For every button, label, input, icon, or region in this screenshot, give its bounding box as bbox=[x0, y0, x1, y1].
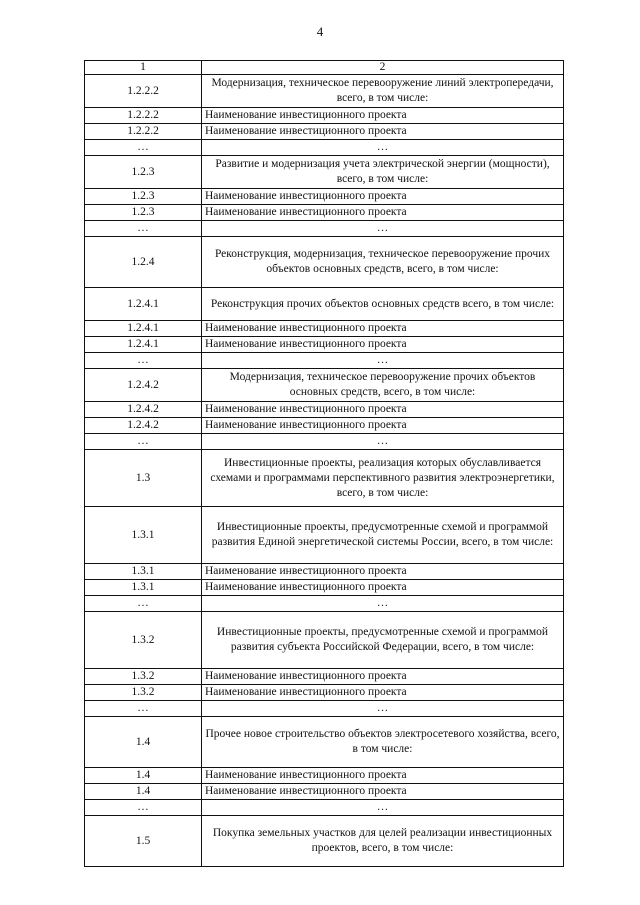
row-ellipsis: … bbox=[202, 221, 564, 237]
row-code: 1.2.2.2 bbox=[85, 75, 202, 108]
page-number: 4 bbox=[316, 24, 324, 39]
table-row bbox=[85, 189, 564, 205]
project-name: Наименование инвестиционного проекта bbox=[202, 669, 564, 685]
row-code: 1.4 bbox=[85, 768, 202, 784]
table-row bbox=[85, 701, 564, 717]
project-name: Наименование инвестиционного проекта bbox=[202, 402, 564, 418]
table-row bbox=[85, 564, 564, 580]
column-header-2: 2 bbox=[202, 61, 564, 75]
table-row bbox=[85, 321, 564, 337]
row-code: … bbox=[85, 701, 202, 717]
table-row bbox=[85, 369, 564, 402]
table-row bbox=[85, 108, 564, 124]
project-name: Наименование инвестиционного проекта bbox=[202, 124, 564, 140]
row-code: 1.3.2 bbox=[85, 669, 202, 685]
row-code: 1.2.4.1 bbox=[85, 288, 202, 321]
row-code: 1.4 bbox=[85, 784, 202, 800]
row-code: 1.2.3 bbox=[85, 156, 202, 189]
row-ellipsis: … bbox=[202, 353, 564, 369]
section-heading: Инвестиционные проекты, реализация которых обуславливается схемами и программами перспективного развития электроэнергетики, всего, в том числе: bbox=[202, 450, 564, 507]
table-header-row bbox=[85, 61, 564, 75]
project-name: Наименование инвестиционного проекта bbox=[202, 418, 564, 434]
table-row bbox=[85, 596, 564, 612]
table-row bbox=[85, 124, 564, 140]
row-code: 1.4 bbox=[85, 717, 202, 768]
section-heading: Модернизация, техническое перевооружение прочих объектов основных средств, всего, в том числе: bbox=[202, 369, 564, 402]
table-row bbox=[85, 507, 564, 564]
row-code: 1.2.2.2 bbox=[85, 124, 202, 140]
table-row bbox=[85, 337, 564, 353]
row-ellipsis: … bbox=[202, 140, 564, 156]
table-row bbox=[85, 800, 564, 816]
section-heading: Инвестиционные проекты, предусмотренные схемой и программой развития Единой энергетической системы России, всего, в том числе: bbox=[202, 507, 564, 564]
table-body bbox=[85, 61, 564, 867]
table-row bbox=[85, 717, 564, 768]
table-row bbox=[85, 221, 564, 237]
project-name: Наименование инвестиционного проекта bbox=[202, 108, 564, 124]
section-heading: Модернизация, техническое перевооружение линий электропередачи, всего, в том числе: bbox=[202, 75, 564, 108]
table-row bbox=[85, 237, 564, 288]
project-name: Наименование инвестиционного проекта bbox=[202, 337, 564, 353]
project-name: Наименование инвестиционного проекта bbox=[202, 321, 564, 337]
row-code: … bbox=[85, 140, 202, 156]
row-code: … bbox=[85, 221, 202, 237]
row-ellipsis: … bbox=[202, 701, 564, 717]
section-heading: Реконструкция прочих объектов основных средств всего, в том числе: bbox=[202, 288, 564, 321]
table-row bbox=[85, 402, 564, 418]
table-row bbox=[85, 418, 564, 434]
table-row bbox=[85, 156, 564, 189]
project-name: Наименование инвестиционного проекта bbox=[202, 685, 564, 701]
section-heading: Инвестиционные проекты, предусмотренные схемой и программой развития субъекта Российской Федерации, всего, в том числе: bbox=[202, 612, 564, 669]
row-code: 1.5 bbox=[85, 816, 202, 867]
row-code: 1.2.4.2 bbox=[85, 418, 202, 434]
section-heading: Прочее новое строительство объектов электросетевого хозяйства, всего, в том числе: bbox=[202, 717, 564, 768]
table-row bbox=[85, 205, 564, 221]
table-row bbox=[85, 612, 564, 669]
row-ellipsis: … bbox=[202, 800, 564, 816]
row-code: 1.3.2 bbox=[85, 612, 202, 669]
investment-table bbox=[84, 60, 564, 867]
table-row bbox=[85, 434, 564, 450]
table-row bbox=[85, 768, 564, 784]
row-code: 1.2.4.2 bbox=[85, 402, 202, 418]
row-code: 1.2.3 bbox=[85, 189, 202, 205]
project-name: Наименование инвестиционного проекта bbox=[202, 205, 564, 221]
row-code: 1.2.4.1 bbox=[85, 321, 202, 337]
row-code: 1.2.4.1 bbox=[85, 337, 202, 353]
project-name: Наименование инвестиционного проекта bbox=[202, 189, 564, 205]
section-heading: Покупка земельных участков для целей реализации инвестиционных проектов, всего, в том числе: bbox=[202, 816, 564, 867]
row-code: 1.2.4 bbox=[85, 237, 202, 288]
section-heading: Развитие и модернизация учета электрической энергии (мощности), всего, в том числе: bbox=[202, 156, 564, 189]
row-code: … bbox=[85, 596, 202, 612]
row-code: … bbox=[85, 353, 202, 369]
row-code: 1.3.2 bbox=[85, 685, 202, 701]
row-code: 1.2.4.2 bbox=[85, 369, 202, 402]
column-header-1: 1 bbox=[85, 61, 202, 75]
table-row bbox=[85, 288, 564, 321]
row-code: 1.2.3 bbox=[85, 205, 202, 221]
row-code: 1.3.1 bbox=[85, 580, 202, 596]
row-code: 1.3.1 bbox=[85, 564, 202, 580]
project-name: Наименование инвестиционного проекта bbox=[202, 580, 564, 596]
section-heading: Реконструкция, модернизация, техническое перевооружение прочих объектов основных средств, всего, в том числе: bbox=[202, 237, 564, 288]
table-row bbox=[85, 685, 564, 701]
row-code: … bbox=[85, 800, 202, 816]
project-name: Наименование инвестиционного проекта bbox=[202, 564, 564, 580]
table-row bbox=[85, 784, 564, 800]
project-name: Наименование инвестиционного проекта bbox=[202, 768, 564, 784]
table-row bbox=[85, 669, 564, 685]
table-row bbox=[85, 450, 564, 507]
row-code: 1.3.1 bbox=[85, 507, 202, 564]
table-row bbox=[85, 140, 564, 156]
row-code: 1.2.2.2 bbox=[85, 108, 202, 124]
table-row bbox=[85, 816, 564, 867]
table-row bbox=[85, 580, 564, 596]
row-ellipsis: … bbox=[202, 434, 564, 450]
row-code: … bbox=[85, 434, 202, 450]
table-row bbox=[85, 353, 564, 369]
row-ellipsis: … bbox=[202, 596, 564, 612]
table-row bbox=[85, 75, 564, 108]
row-code: 1.3 bbox=[85, 450, 202, 507]
project-name: Наименование инвестиционного проекта bbox=[202, 784, 564, 800]
